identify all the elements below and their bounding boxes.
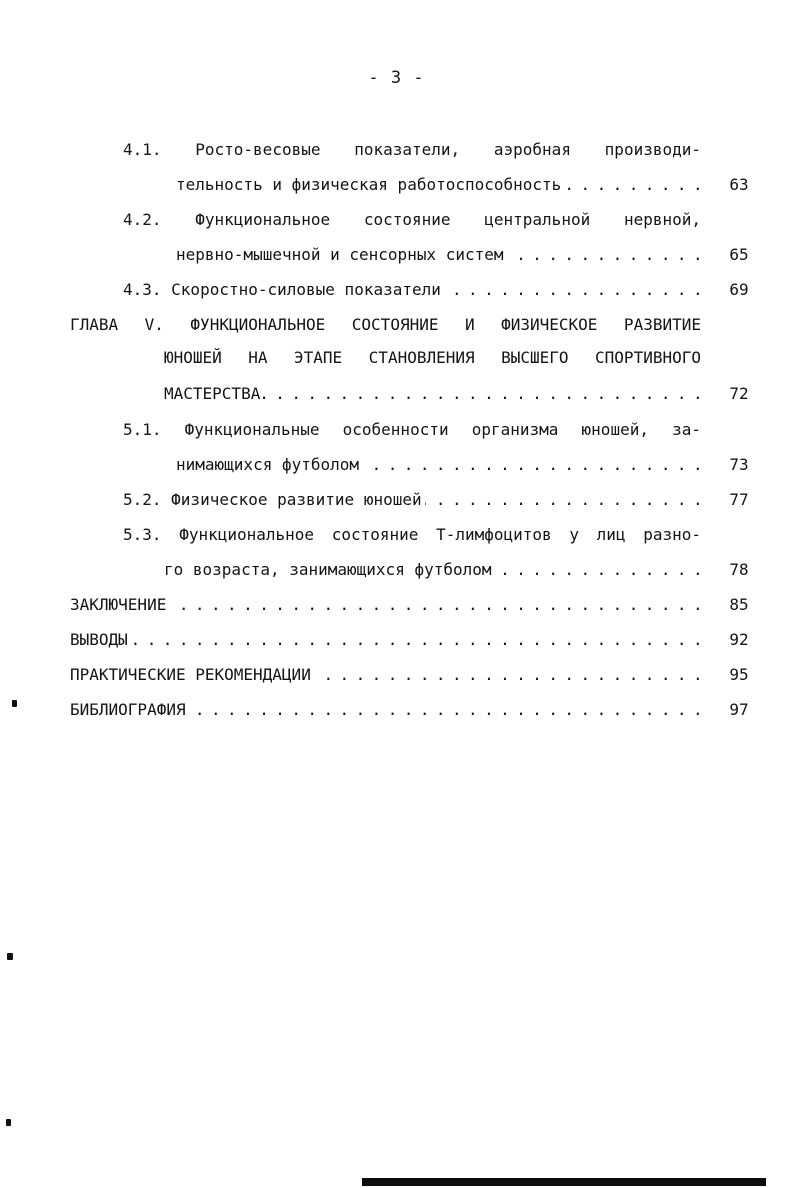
- toc-chapter-5-line2: ЮНОШЕЙ НА ЭТАПЕ СТАНОВЛЕНИЯ ВЫСШЕГО СПОРТИВНОГО: [164, 348, 701, 367]
- toc-entry-4-1-line2: тельность и физическая работоспособность . . .: [176, 173, 701, 197]
- toc-chapter-5-page: 72: [729, 384, 749, 403]
- toc-entry-4-2-line1: 4.2. Функциональное состояние центральной нервной,: [123, 210, 701, 229]
- toc-conclusion: ЗАКЛЮЧЕНИЕ . . .: [70, 593, 701, 617]
- page-number: - 3 -: [368, 68, 425, 88]
- toc-entry-5-1-page: 73: [729, 455, 749, 474]
- toc-entry-5-3-line1: 5.3. Функциональное состояние Т-лимфоцитов у лиц разно-: [123, 525, 701, 544]
- bottom-rule: [362, 1178, 766, 1186]
- toc-entry-4-3: 4.3. Скоростно-силовые показатели . . .: [123, 278, 701, 302]
- toc-entry-5-2-page: 77: [729, 490, 749, 509]
- toc-bibliography: БИБЛИОГРАФИЯ . . .: [70, 698, 701, 722]
- toc-recommendations: ПРАКТИЧЕСКИЕ РЕКОМЕНДАЦИИ . . .: [70, 663, 701, 687]
- toc-entry-5-1-line1: 5.1. Функциональные особенности организма юношей, за-: [123, 420, 701, 439]
- toc-entry-5-1-line2: нимающихся футболом . . .: [176, 453, 701, 477]
- toc-findings-page: 92: [729, 630, 749, 649]
- toc-chapter-5-line1: ГЛАВА V. ФУНКЦИОНАЛЬНОЕ СОСТОЯНИЕ И ФИЗИЧЕСКОЕ РАЗВИТИЕ: [70, 315, 701, 334]
- toc-entry-4-3-page: 69: [729, 280, 749, 299]
- toc-conclusion-page: 85: [729, 595, 749, 614]
- scan-speck: [6, 1119, 11, 1126]
- toc-entry-5-2: 5.2. Физическое развитие юношей . . .: [123, 488, 701, 512]
- toc-recommendations-page: 95: [729, 665, 749, 684]
- toc-entry-5-3-line2: го возраста, занимающихся футболом . . .: [164, 558, 701, 582]
- toc-entry-4-1-page: 63: [729, 175, 749, 194]
- toc-entry-5-3-page: 78: [729, 560, 749, 579]
- toc-entry-4-2-page: 65: [729, 245, 749, 264]
- toc-chapter-5-line3: МАСТЕРСТВА . . .: [164, 382, 701, 406]
- toc-entry-4-2-line2: нервно-мышечной и сенсорных систем . . .: [176, 243, 701, 267]
- toc-bibliography-page: 97: [729, 700, 749, 719]
- scan-speck: [12, 700, 17, 707]
- toc-findings: ВЫВОДЫ . . .: [70, 628, 701, 652]
- toc-entry-4-1-line1: 4.1. Росто-весовые показатели, аэробная производи-: [123, 140, 701, 159]
- scan-speck: [7, 953, 13, 960]
